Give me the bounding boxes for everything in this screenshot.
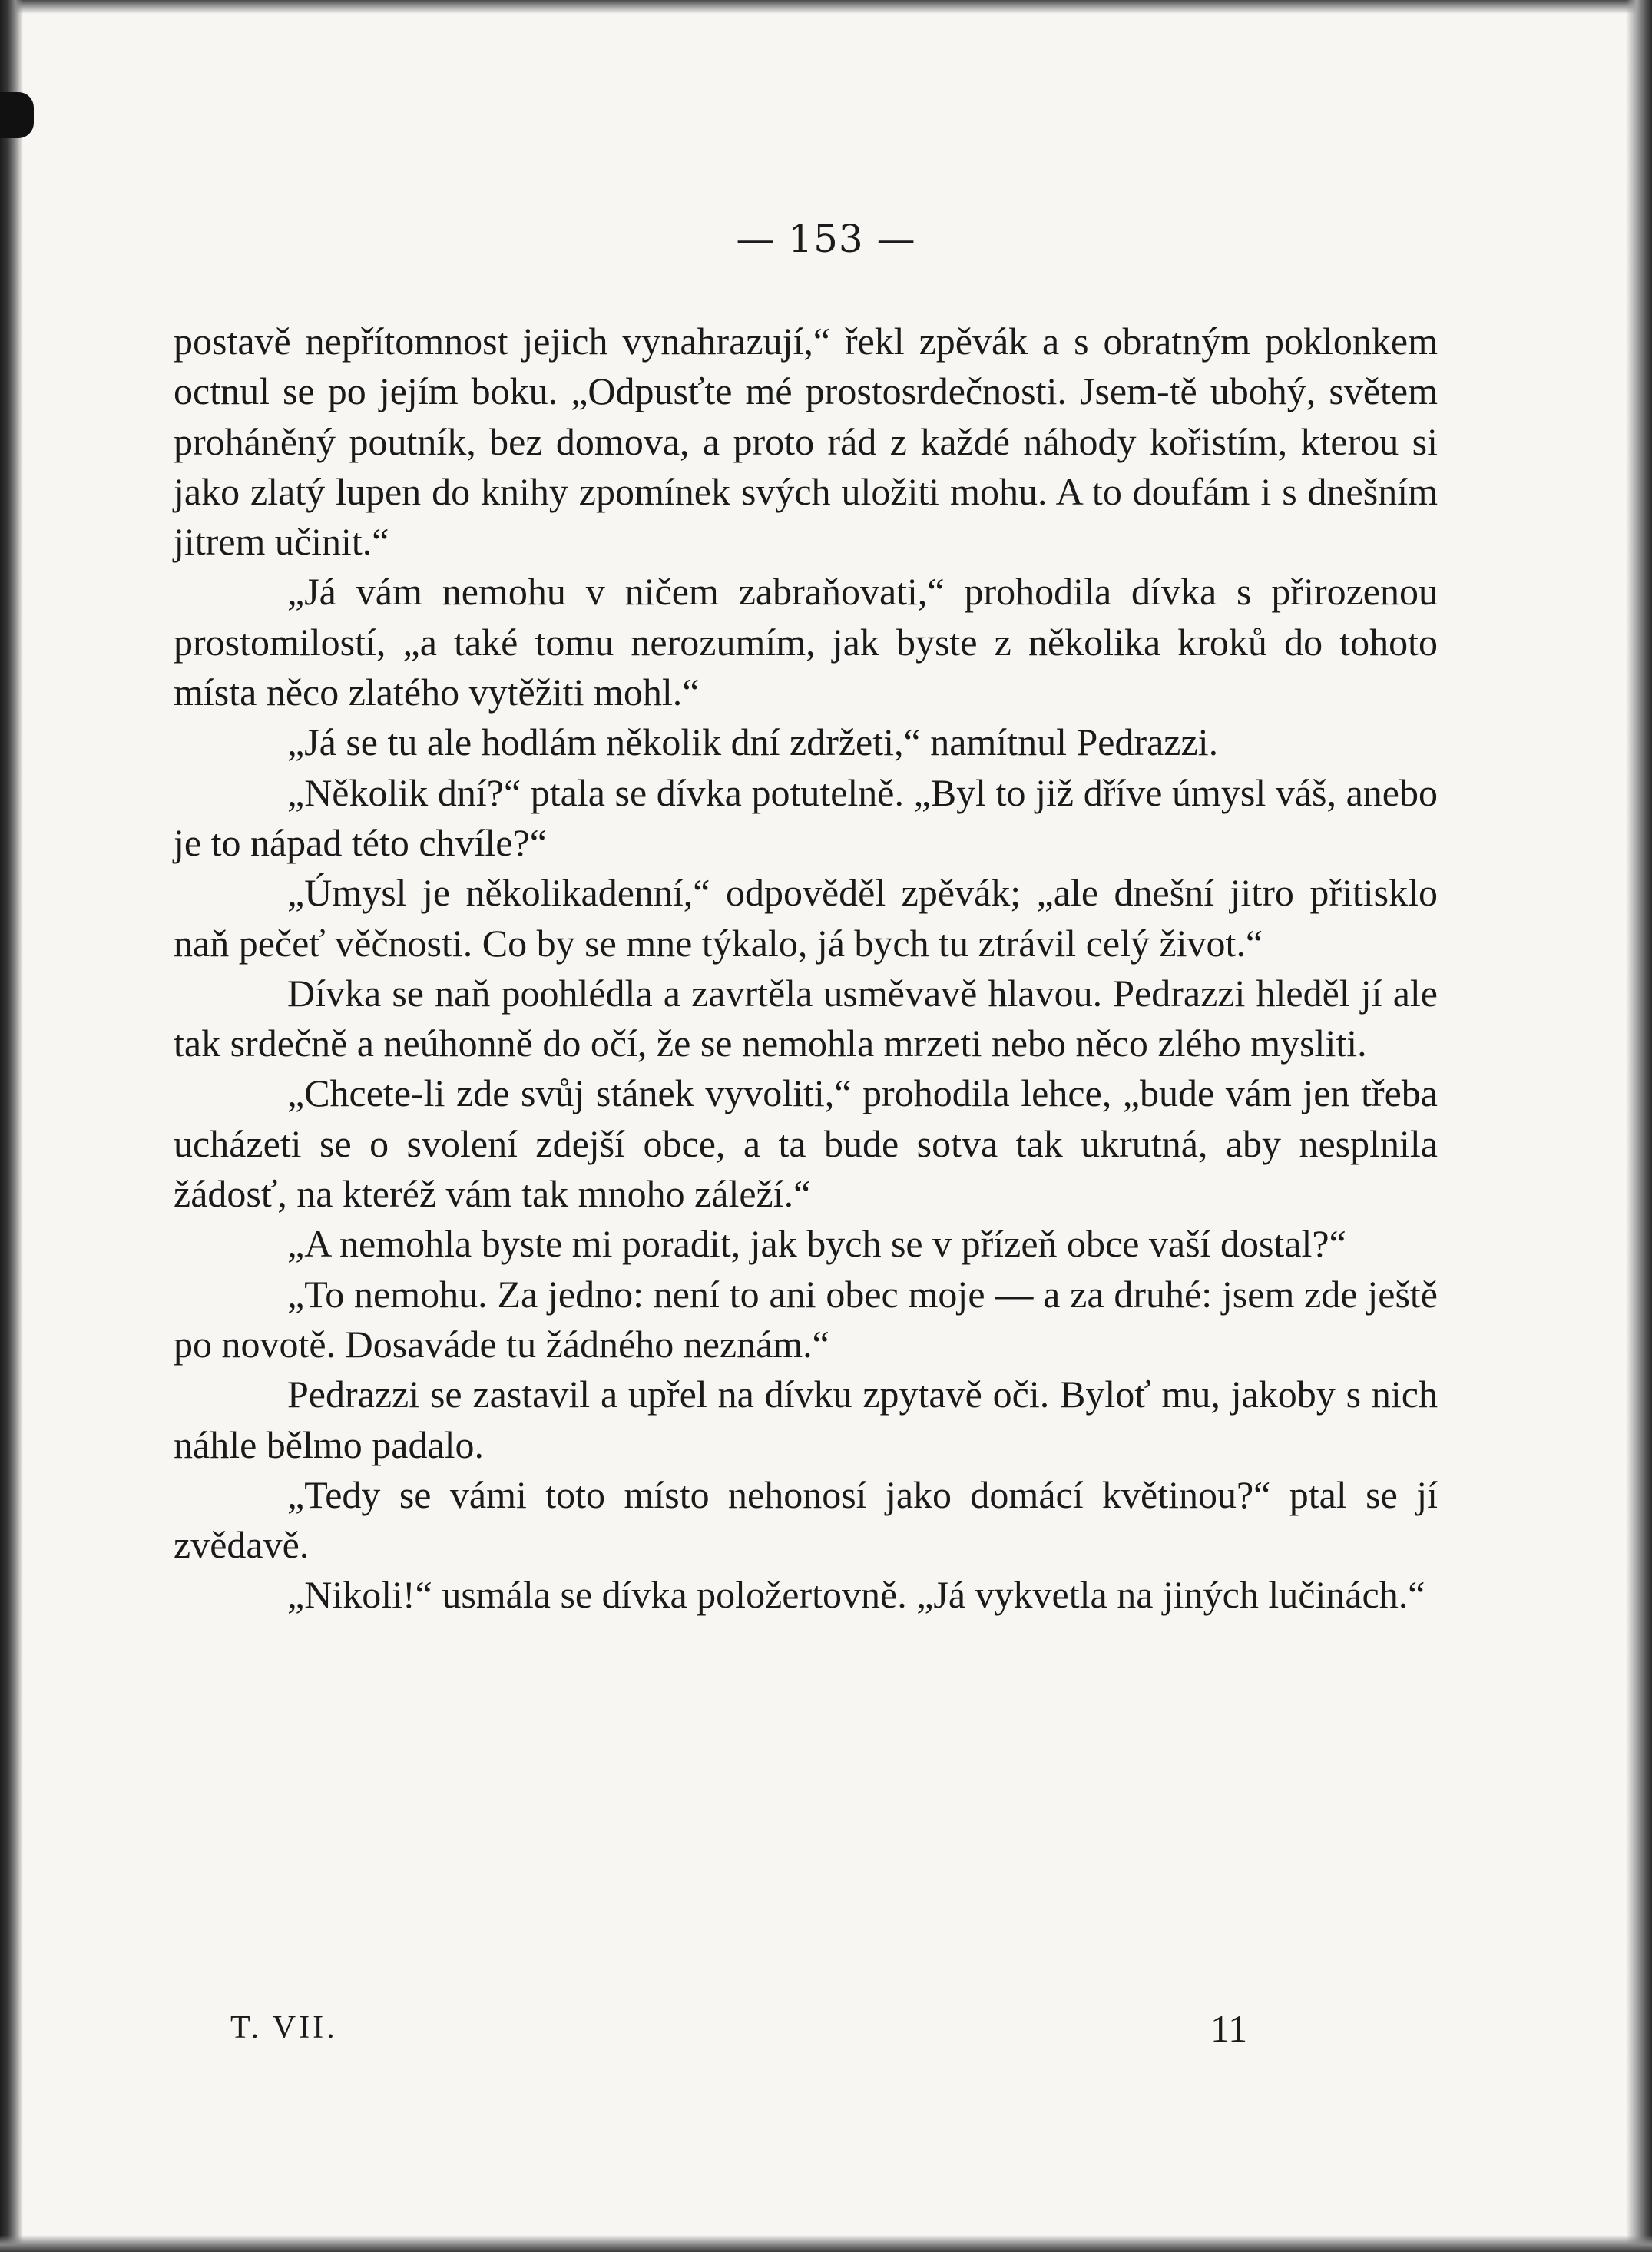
paragraph-3: „Já se tu ale hodlám několik dní zdržeti,“ namítnul Pedrazzi. [287,720,1219,764]
scan-edge-right [1626,0,1652,2252]
paragraph-2: „Já vám nemohu v ničem zabraňovati,“ prohodila dívka s přirozenou prostomilostí, „a také tomu nerozumím, jak byste z několika kroků do tohoto místa něco zlatého vytěžiti mohl.“ [174,570,1438,714]
paragraph-1: postavě nepřítomnost jejich vynahrazují,“ řekl zpěvák a s obratným poklonkem octnul se po jejím boku. „Odpusťte mé prostosrdečnosti. Jsem-tě ubohý, světem proháněný poutník, bez domova, a proto rád z každé náhody kořistím, kterou si jako zlatý lupen do knihy zpomínek svých uložiti mohu. A to doufám i s dnešním jitrem učinit.“ [174,320,1438,564]
paragraph-7: „Chcete-li zde svůj stánek vyvoliti,“ prohodila lehce, „bude vám jen třeba ucházeti se o svolení zdejší obce, a ta bude sotva tak ukrutná, aby nesplnila žádosť, na kteréž vám tak mnoho záleží.“ [174,1071,1438,1216]
paragraph-10: Pedrazzi se zastavil a upřel na dívku zpytavě oči. Byloť mu, jakoby s nich náhle bělmo padalo. [174,1373,1438,1466]
paragraph-8: „A nemohla byste mi poradit, jak bych se v přízeň obce vaší dostal?“ [287,1222,1346,1266]
paragraph-4: „Několik dní?“ ptala se dívka potutelně. „Byl to již dříve úmysl váš, anebo je to nápad této chvíle?“ [174,770,1438,864]
paragraph-11: „Tedy se vámi toto místo nehonosí jako domácí květinou?“ ptal se jí zvědavě. [174,1472,1438,1567]
paragraph-12: „Nikoli!“ usmála se dívka položertovně. „Já vykvetla na jiných lučinách.“ [287,1573,1425,1617]
scan-edge-left [0,0,23,2252]
body-text [174,316,1438,1621]
sheet-number: 11 [1210,2007,1248,2050]
page-number: — 153 — [736,217,916,261]
paragraph-5: „Úmysl je několikadenní,“ odpověděl zpěvák; „ale dnešní jitro přitisklo naň pečeť věčnosti. Co by se mne týkalo, já bych tu ztrávil celý život.“ [174,871,1438,965]
scan-edge-top [0,0,1652,14]
binding-mark [0,92,34,138]
paragraph-6: Dívka se naň poohlédla a zavrtěla usměvavě hlavou. Pedrazzi hleděl jí ale tak srdečně a neúhonně do očí, že se nemohla mrzeti nebo něco zlého mysliti. [174,971,1438,1065]
signature-mark: T. VII. [230,2010,338,2045]
scan-edge-bottom [0,2235,1652,2252]
paragraph-9: „To nemohu. Za jedno: není to ani obec moje — a za druhé: jsem zde ještě po novotě. Dosaváde tu žádného neznám.“ [174,1272,1438,1366]
